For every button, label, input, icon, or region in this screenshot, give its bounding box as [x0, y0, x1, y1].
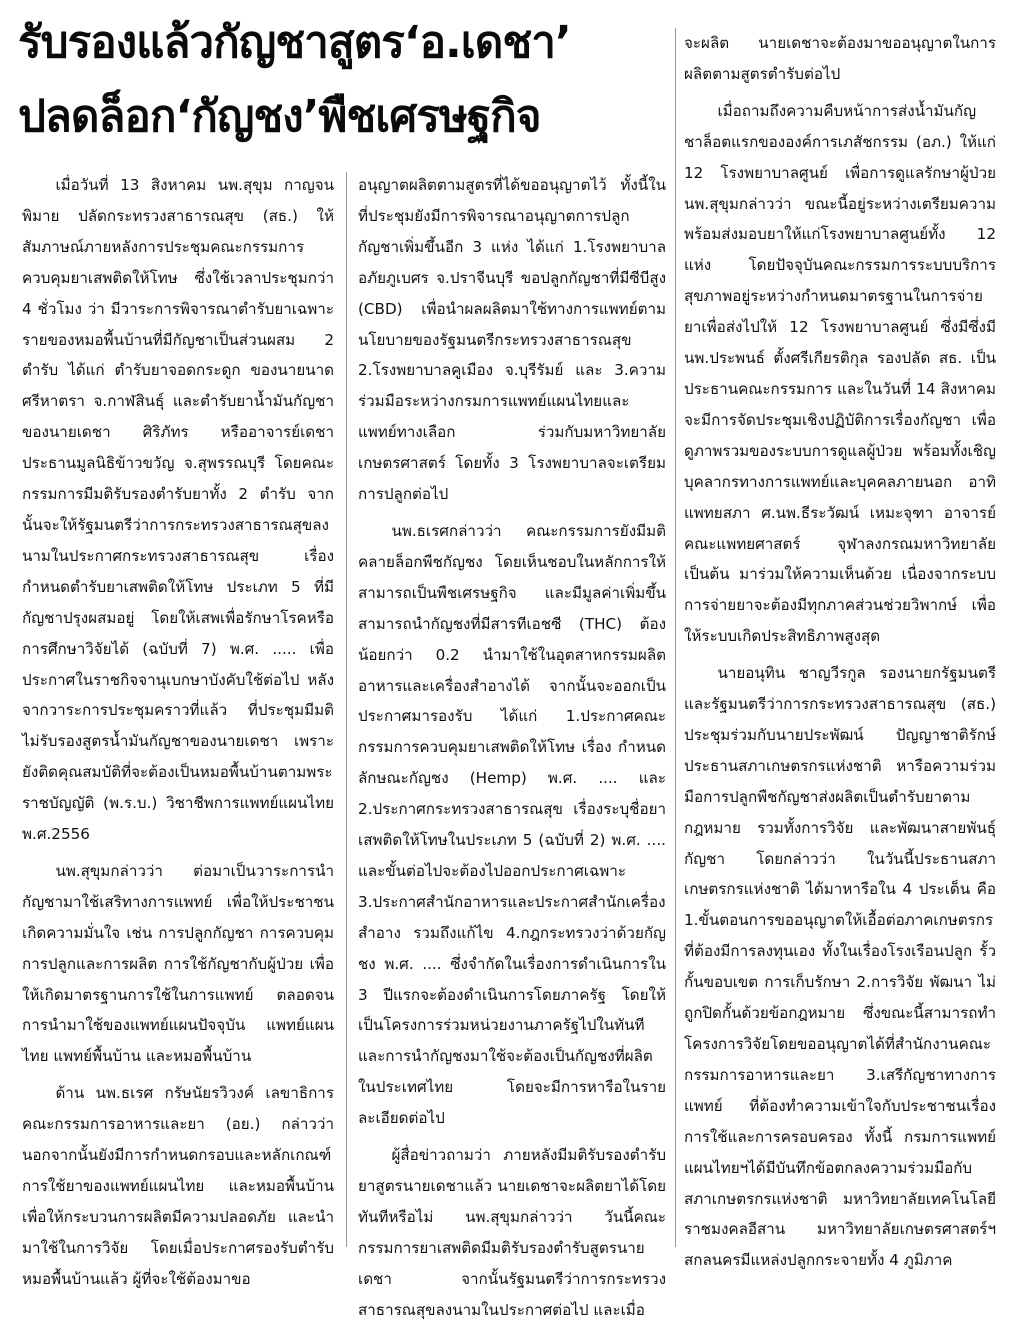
- column-divider: [675, 28, 676, 1247]
- paragraph: นพ.ธเรศกล่าวว่า คณะกรรมการยังมีมติคลายล็อกพืชกัญชง โดยเห็นชอบในหลักการให้สามารถเป็นพืชเศรษฐกิจ และมีมูลค่าเพิ่มขึ้น สามารถนำกัญชงที่มีสารทีเอชซี (THC) ต้องน้อยกว่า 0.2 นำมาใช้ในอุตสาหกรรมผลิตอาหารและเครื่องสำอางได้ จากนั้นจะออกเป็นประกาศมารองรับ ได้แก่ 1.ประกาศคณะกรรมการควบคุมยาเสพติดให้โทษ เรื่อง กำหนดลักษณะกัญชง (Hemp) พ.ศ. .... และ 2.ประกาศกระทรวงสาธารณสุข เรื่องระบุชื่อยาเสพติดให้โทษในประเภท 5 (ฉบับที่ 2) พ.ศ. .... และขั้นต่อไปจะต้องไปออกประกาศเฉพาะ 3.ประกาศสำนักอาหารและประกาศสำนักเครื่องสำอาง รวมถึงแก้ไข 4.กฎกระทรวงว่าด้วยกัญชง พ.ศ. .... ซึ่งจำกัดในเรื่องการดำเนินการใน 3 ปีแรกจะต้องดำเนินการโดยภาครัฐ โดยให้เป็นโครงการร่วมหน่วยงานภาครัฐไปในทันที และการนำกัญชงมาใช้จะต้องเป็นกัญชงที่ผลิตในประเทศไทย โดยจะมีการหารือในรายละเอียดต่อไป: [358, 521, 666, 1128]
- paragraph: นายอนุทิน ชาญวีรกูล รองนายกรัฐมนตรีและรัฐมนตรีว่าการกระทรวงสาธารณสุข (สธ.) ประชุมร่วมกับนายประพัฒน์ ปัญญาชาติรักษ์ ประธานสภาเกษตรกรแห่งชาติ หารือความร่วมมือการปลูกพืชกัญชาส่งผลิตเป็นตำรับยาตามกฎหมาย รวมทั้งการวิจัย และพัฒนาสายพันธุ์กัญชา โดยกล่าวว่า ในวันนี้ประธานสภาเกษตรกรแห่งชาติ ได้มาหารือใน 4 ประเด็น คือ 1.ขั้นตอนการขออนุญาตให้เอื้อต่อภาคเกษตรกรที่ต้องมีการลงทุนเอง ทั้งในเรื่องโรงเรือนปลูก รั้วกั้นขอบเขต การเก็บรักษา 2.การวิจัย พัฒนา ไม่ถูกปิดกั้นด้วยข้อกฎหมาย ซึ่งขณะนี้สามารถทำโครงการวิจัยโดยขออนุญาตได้ที่สำนักงานคณะกรรมการอาหารและยา 3.เสรีกัญชาทางการแพทย์ ที่ต้องทำความเข้าใจกับประชาชนเรื่องการใช้และการครอบครอง ทั้งนี้ กรมการแพทย์แผนไทยฯได้มีบันทึกข้อตกลงความร่วมมือกับสภาเกษตรกรแห่งชาติ มหาวิทยาลัยเทคโนโลยีราชมงคลอีสาน มหาวิทยาลัยเกษตรศาสตร์ฯ สกลนครมีแหล่งปลูกกระจายทั้ง 4 ภูมิภาค: [684, 664, 996, 1270]
- paragraph: เมื่อถามถึงความคืบหน้าการส่งน้ำมันกัญชาล็อตแรกขององค์การเภสัชกรรม (อภ.) ให้แก่ 12 โรงพยาบาลศูนย์ เพื่อการดูแลรักษาผู้ป่วย นพ.สุขุมกล่าวว่า ขณะนี้อยู่ระหว่างเตรียมความพร้อมส่งมอบยาให้แก่โรงพยาบาลศูนย์ทั้ง 12 แห่ง โดยปัจจุบันคณะกรรมการระบบบริการสุขภาพอยู่ระหว่างกำหนดมาตรฐานในการจ่ายยาเพื่อส่งไปให้ 12 โรงพยาบาลศูนย์ ซึ่งมีซึ่งมี นพ.ประพนธ์ ตั้งศรีเกียรติกุล รองปลัด สธ. เป็นประธานคณะกรรมการ และในวันที่ 14 สิงหาคม จะมีการจัดประชุมเชิงปฏิบัติการเรื่องกัญชา เพื่อดูภาพรวมของระบบการดูแลผู้ป่วย พร้อมทั้งเชิญบุคลากรทางการแพทย์และบุคคลภายนอก อาทิ แพทยสภา ศ.นพ.ธีระวัฒน์ เหมะจุฑา อาจารย์คณะแพทยศาสตร์ จุฬาลงกรณมหาวิทยาลัย เป็นต้น มาร่วมให้ความเห็นด้วย เนื่องจากระบบการจ่ายยาจะต้องมีทุกภาคส่วนช่วยวิพากษ์ เพื่อให้ระบบเกิดประสิทธิภาพสูงสุด: [684, 101, 996, 646]
- article-column-1: [22, 170, 334, 1295]
- article-column-2: [358, 170, 666, 1326]
- headline: [18, 6, 668, 154]
- paragraph: นพ.สุขุมกล่าวว่า ต่อมาเป็นวาระการนำกัญชามาใช้เสริทางการแพทย์ เพื่อให้ประชาชนเกิดความมั่นใจ เช่น การปลูกกัญชา การควบคุมการปลูกและการผลิต การใช้กัญชากับผู้ป่วย เพื่อให้เกิดมาตรฐานการใช้ในการแพทย์ ตลอดจนการนำมาใช้ของแพทย์แผนปัจจุบัน แพทย์แผนไทย แพทย์พื้นบ้าน และหมอพื้นบ้าน: [22, 861, 334, 1066]
- paragraph: อนุญาตผลิตตามสูตรที่ได้ขออนุญาตไว้ ทั้งนี้ในที่ประชุมยังมีการพิจารณาอนุญาตการปลูกกัญชาเพิ่มขึ้นอีก 3 แห่ง ได้แก่ 1.โรงพยาบาลอภัยภูเบศร จ.ปราจีนบุรี ขอปลูกกัญชาที่มีซีบีสูง (CBD) เพื่อนำผลผลิตมาใช้ทางการแพทย์ตามนโยบายของรัฐมนตรีกระทรวงสาธารณสุข 2.โรงพยาบาลคูเมือง จ.บุรีรัมย์ และ 3.ความร่วมมือระหว่างกรมการแพทย์แผนไทยและแพทย์ทางเลือก ร่วมกับมหาวิทยาลัยเกษตรศาสตร์ โดยทั้ง 3 โรงพยาบาลจะเตรียมการปลูกต่อไป: [358, 176, 666, 504]
- paragraph: จะผลิต นายเดชาจะต้องมาขออนุญาตในการผลิตตามสูตรตำรับต่อไป: [684, 34, 996, 83]
- paragraph: ผู้สื่อข่าวถามว่า ภายหลังมีมติรับรองตำรับยาสูตรนายเดชาแล้ว นายเดชาจะผลิตยาได้โดยทันทีหรือไม่ นพ.สุขุมกล่าวว่า วันนี้คณะกรรมการยาเสพติดมีมติรับรองตำรับสูตรนายเดชา จากนั้นรัฐมนตรีว่าการกระทรวงสาธารณสุขลงนามในประกาศต่อไป และเมื่อ: [358, 1146, 666, 1319]
- paragraph: เมื่อวันที่ 13 สิงหาคม นพ.สุขุม กาญจนพิมาย ปลัดกระทรวงสาธารณสุข (สธ.) ให้สัมภาษณ์ภายหลังการประชุมคณะกรรมการควบคุมยาเสพติดให้โทษ ซึ่งใช้เวลาประชุมกว่า 4 ชั่วโมง ว่า มีวาระการพิจารณาตำรับยาเฉพาะรายของหมอพื้นบ้านที่มีกัญชาเป็นส่วนผสม 2 ตำรับ ได้แก่ ตำรับยาจอดกระดูก ของนายนาด ศรีหาตรา จ.กาฬสินธุ์ และตำรับยาน้ำมันกัญชาของนายเดชา ศิริภัทร หรืออาจารย์เดชา ประธานมูลนิธิข้าวขวัญ จ.สุพรรณบุรี โดยคณะกรรมการมีมติรับรองตำรับยาทั้ง 2 ตำรับ จากนั้นจะให้รัฐมนตรีว่าการกระทรวงสาธารณสุขลงนามในประกาศกระทรวงสาธารณสุข เรื่อง กำหนดตำรับยาเสพติดให้โทษ ประเภท 5 ที่มีกัญชาปรุงผสมอยู่ โดยให้เสพเพื่อรักษาโรคหรือการศึกษาวิจัยได้ (ฉบับที่ 7) พ.ศ. ..... เพื่อประกาศในราชกิจจานุเบกษาบังคับใช้ต่อไป หลังจากวาระการประชุมคราวที่แล้ว ที่ประชุมมีมติไม่รับรองสูตรน้ำมันกัญชาของนายเดชา เพราะยังติดคุณสมบัติที่จะต้องเป็นหมอพื้นบ้านตามพระราชบัญญัติ (พ.ร.บ.) วิชาชีพการแพทย์แผนไทย พ.ศ.2556: [22, 176, 334, 844]
- headline-line-1: รับรองแล้วกัญชาสูตร‘อ.เดชา’: [18, 17, 571, 68]
- headline-line-2: ปลดล็อก‘กัญชง’พืชเศรษฐกิจ: [18, 91, 541, 142]
- article-column-3: [684, 28, 996, 1276]
- paragraph: ด้าน นพ.ธเรศ กรัษนัยรวิวงค์ เลขาธิการคณะกรรมการอาหารและยา (อย.) กล่าวว่า นอกจากนั้นยังมีการกำหนดกรอบและหลักเกณฑ์การใช้ยาของแพทย์แผนไทย และหมอพื้นบ้าน เพื่อให้กระบวนการผลิตมีความปลอดภัย และนำมาใช้ในการวิจัย โดยเมื่อประกาศรองรับตำรับหมอพื้นบ้านแล้ว ผู้ที่จะใช้ต้องมาขอ: [22, 1084, 334, 1288]
- column-divider: [346, 172, 347, 1247]
